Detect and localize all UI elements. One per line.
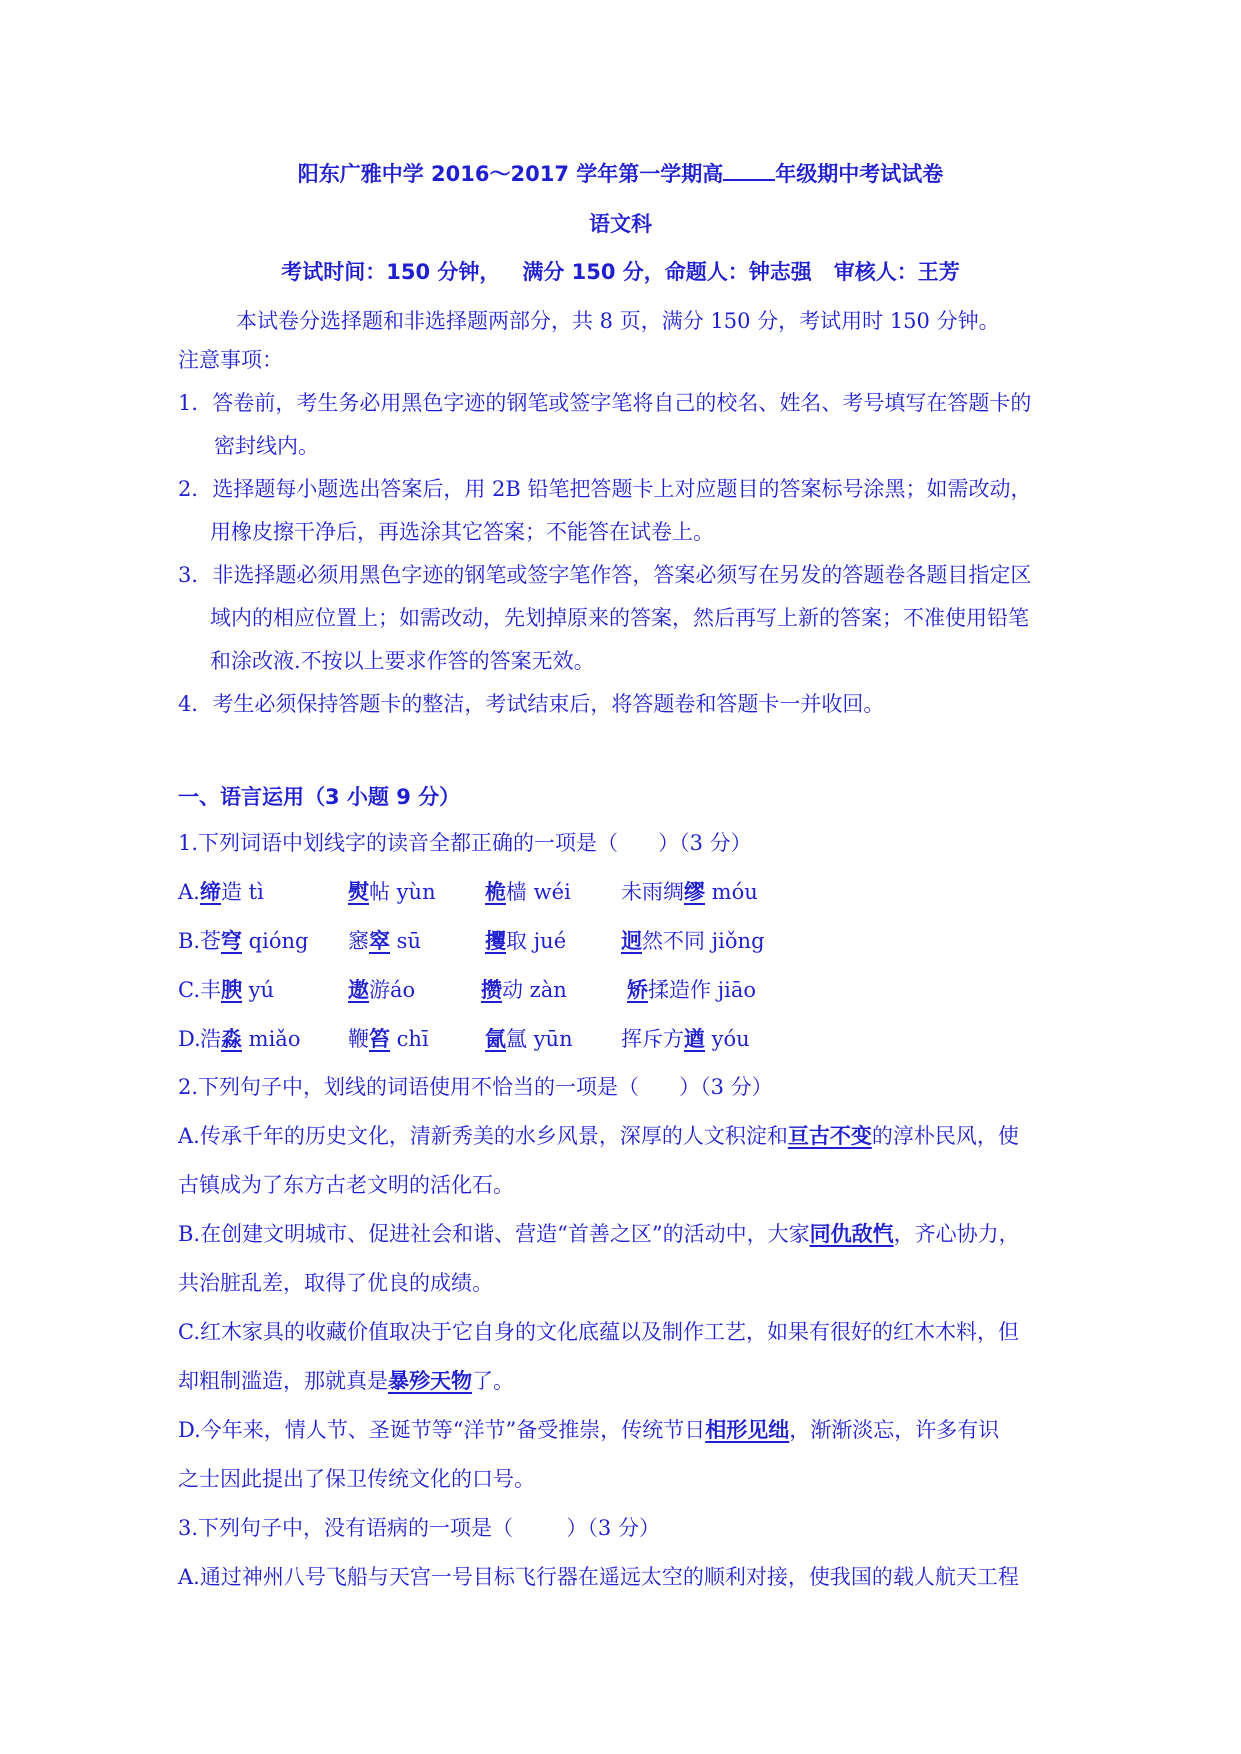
notice-2b: 用橡皮擦干净后，再选涂其它答案；不能答在试卷上。: [210, 520, 714, 544]
notice-3b: 域内的相应位置上；如需改动，先划掉原来的答案，然后再写上新的答案；不准使用铅笔: [210, 606, 1029, 630]
notice-1a: 1．答卷前，考生务必用黑色字迹的钢笔或签字笔将自己的校名、姓名、考号填写在答题卡的: [178, 391, 1032, 415]
q1-a-word3: 桅樯 wéi: [485, 879, 571, 904]
notice-2a: 2．选择题每小题选出答案后，用 2B 铅笔把答题卡上对应题目的答案标号涂黑；如需改动，: [178, 477, 1032, 501]
q1-b-word3: 攫取 jué: [485, 928, 567, 953]
q1-c-word2: 遨游áo: [348, 977, 416, 1002]
q3-option-a-line1: A.通过神州八号飞船与天宫一号目标飞行器在遥远太空的顺利对接，使我国的载人航天工程: [178, 1565, 1019, 1589]
q1-d-word1: 浩淼 miǎo: [200, 1026, 301, 1051]
q2-stem: 2.下列句子中，划线的词语使用不恰当的一项是（ ）（3 分）: [178, 1075, 773, 1099]
q2-option-d-line2: 之士因此提出了保卫传统文化的口号。: [178, 1467, 535, 1491]
q2-option-b-line2: 共治脏乱差，取得了优良的成绩。: [178, 1271, 493, 1295]
q2-option-a-line1: A.传承千年的历史文化，清新秀美的水乡风景，深厚的人文积淀和亘古不变的淳朴民风，使: [178, 1123, 1019, 1148]
q1-a-word2: 熨帖 yùn: [348, 879, 436, 904]
notice-3c: 和涂改液.不按以上要求作答的答案无效。: [210, 649, 595, 673]
q1-b-word2: 窸窣 sū: [348, 928, 421, 953]
notice-4: 4．考生必须保持答题卡的整洁，考试结束后，将答题卷和答题卡一并收回。: [178, 692, 885, 716]
q1-a-word4: 未雨绸缪 móu: [621, 879, 758, 904]
q1-a-label: A.: [178, 880, 200, 904]
q2-option-c-line1: C.红木家具的收藏价值取决于它自身的文化底蕴以及制作工艺，如果有很好的红木木料，但: [178, 1320, 1019, 1344]
exam-title-part1: 阳东广雅中学 2016～2017 学年第一学期高: [297, 162, 724, 186]
q2-option-b-line1: B.在创建文明城市、促进社会和谐、营造“首善之区”的活动中，大家同仇敌忾，齐心协力，: [178, 1221, 1020, 1246]
q1-b-word4: 迥然不同 jiǒng: [621, 928, 765, 953]
q1-b-label: B.: [178, 929, 201, 953]
q2-option-c-line2: 却粗制滥造，那就真是暴殄天物了。: [178, 1368, 514, 1393]
q1-d-word4: 挥斥方遒 yóu: [621, 1026, 750, 1051]
exam-title-part2: 年级期中考试试卷: [775, 162, 944, 186]
exam-meta: 考试时间：150 分钟， 满分 150 分，命题人：钟志强 审核人：王芳: [281, 260, 960, 284]
exam-title: [0, 160, 1241, 188]
q1-d-word2: 鞭笞 chī: [348, 1026, 429, 1051]
q1-d-word3: 氤氲 yūn: [485, 1026, 573, 1051]
subject-title: 语文科: [589, 212, 652, 236]
section-1-heading: 一、语言运用（3 小题 9 分）: [178, 785, 461, 809]
q1-stem: 1.下列词语中划线字的读音全都正确的一项是（ ）（3 分）: [178, 831, 752, 855]
q1-c-word3: 攒动 zàn: [481, 977, 567, 1002]
notice-title: 注意事项：: [178, 348, 283, 372]
notice-1b: 密封线内。: [214, 434, 319, 458]
q1-a-word1: 缔造 tì: [200, 879, 264, 904]
q1-d-label: D.: [178, 1027, 201, 1051]
q3-stem: 3.下列句子中，没有语病的一项是（ ）（3 分）: [178, 1516, 660, 1540]
grade-blank: [723, 161, 775, 181]
q1-c-word4: 矫揉造作 jiāo: [627, 977, 757, 1002]
q2-option-a-line2: 古镇成为了东方古老文明的活化石。: [178, 1173, 514, 1197]
notice-3a: 3．非选择题必须用黑色字迹的钢笔或签字笔作答，答案必须写在另发的答题卷各题目指定区: [178, 563, 1032, 587]
q1-c-label: C.: [178, 978, 200, 1002]
q1-b-word1: 苍穹 qióng: [200, 928, 309, 953]
q2-option-d-line1: D.今年来，情人节、圣诞节等“洋节”备受推崇，传统节日相形见绌，渐渐淡忘，许多有识: [178, 1417, 1000, 1442]
q1-c-word1: 丰腴 yú: [200, 977, 275, 1002]
intro-text: 本试卷分选择题和非选择题两部分，共 8 页，满分 150 分，考试用时 150 分钟。: [236, 309, 1000, 333]
